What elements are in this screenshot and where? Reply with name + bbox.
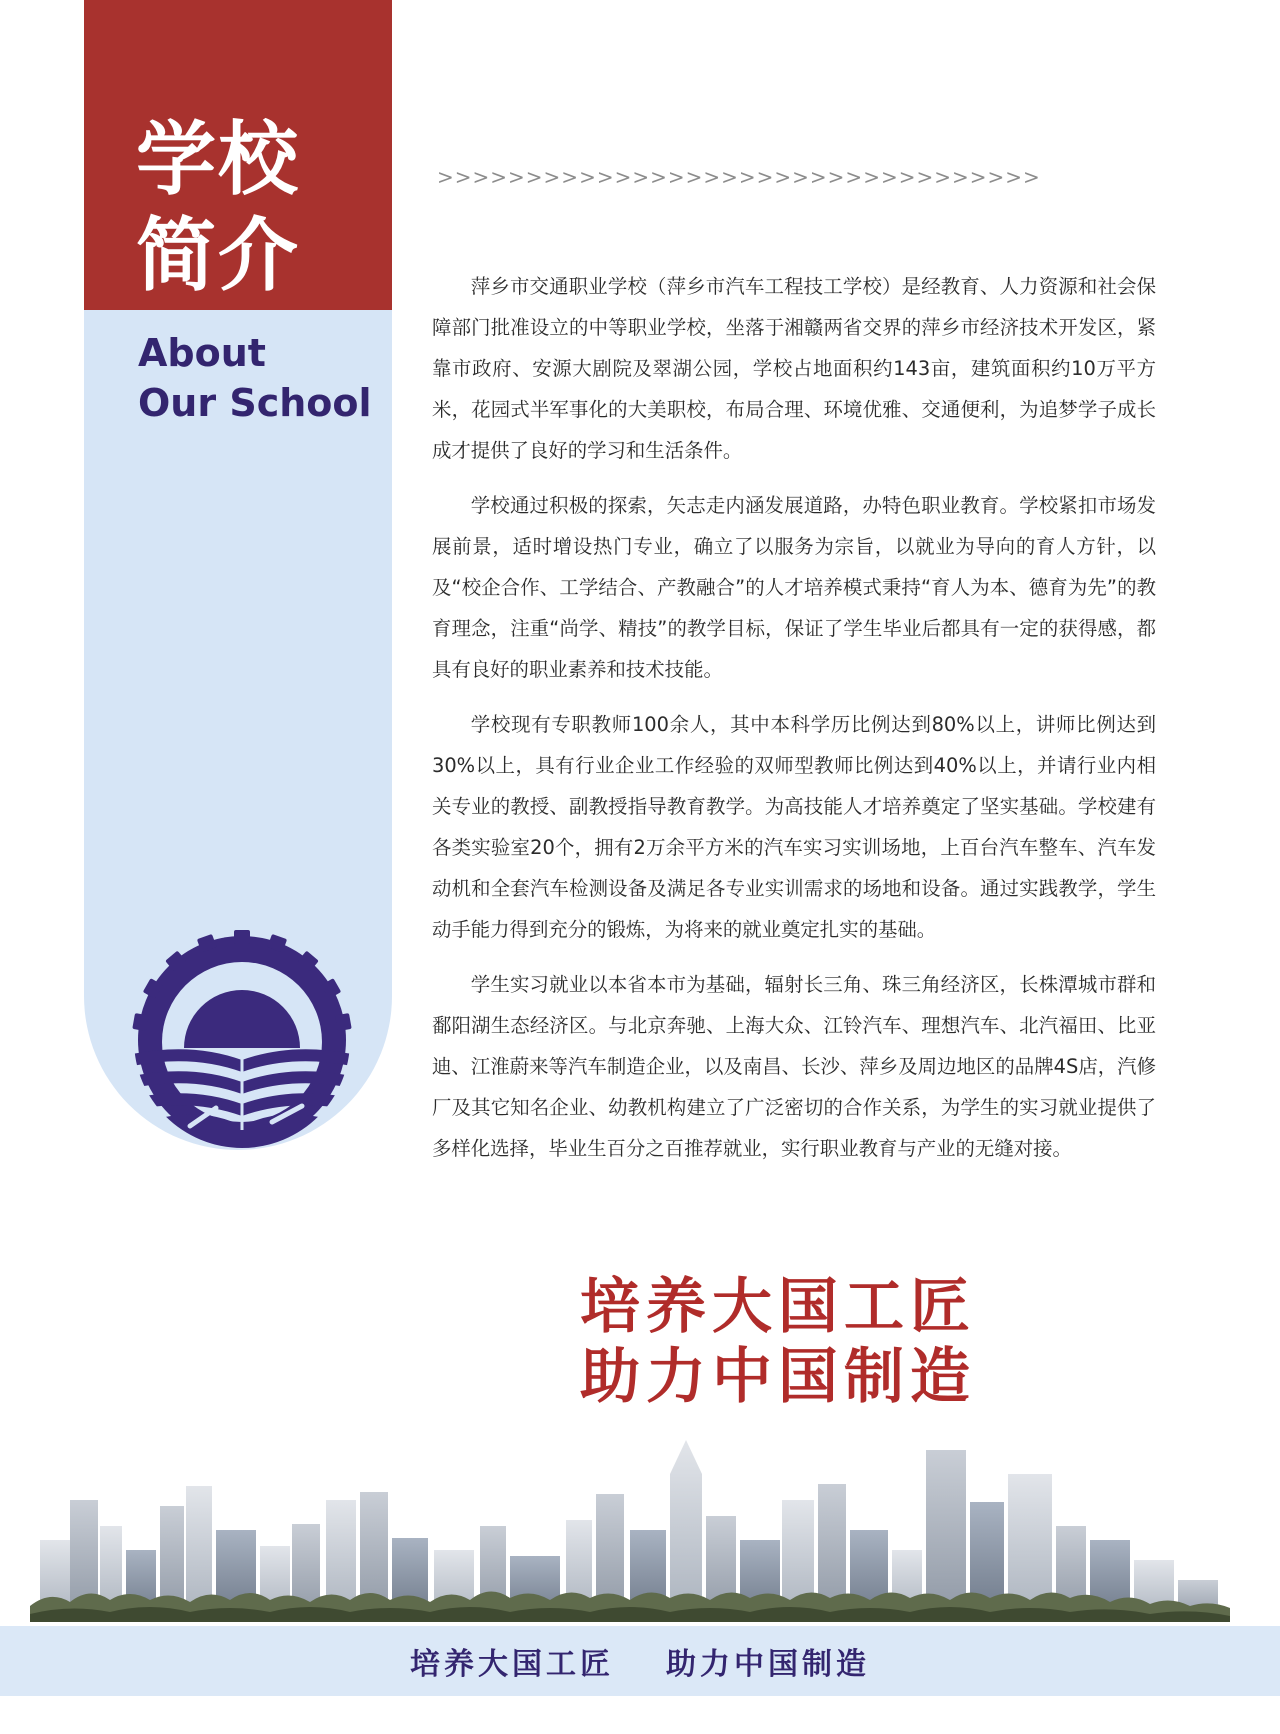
slogan-line2: 助力中国制造: [580, 1342, 976, 1412]
left-column: [84, 0, 392, 1150]
page-title-line2: 简介: [136, 209, 300, 302]
intro-text: [432, 266, 1156, 1183]
intro-paragraph-2: 学校通过积极的探索，矢志走内涵发展道路，办特色职业教育。学校紧扣市场发展前景，适时增设热门专业，确立了以服务为宗旨，以就业为导向的育人方针，以及“校企合作、工学结合、产教融合”的人才培养模式秉持“育人为本、德育为先”的教育理念，注重“尚学、精技”的教学目标，保证了学生毕业后都具有一定的获得感，都具有良好的职业素养和技术技能。: [432, 494, 1156, 681]
page-title-english: [138, 328, 372, 428]
slogan: [580, 1272, 976, 1412]
city-skyline-illustration: [30, 1430, 1230, 1622]
slogan-line1: 培养大国工匠: [580, 1272, 976, 1342]
school-emblem-icon: [132, 930, 352, 1150]
page-title-line1: 学校: [136, 113, 300, 206]
footer-slogan: [0, 1626, 1280, 1696]
chevron-divider: >>>>>>>>>>>>>>>>>>>>>>>>>>>>>>>>>>: [437, 165, 1041, 189]
footer-band: [0, 1626, 1280, 1696]
page-title-chinese: [136, 112, 300, 304]
intro-paragraph-4: 学生实习就业以本省本市为基础，辐射长三角、珠三角经济区，长株潭城市群和鄱阳湖生态经济区。与北京奔驰、上海大众、江铃汽车、理想汽车、北汽福田、比亚迪、江淮蔚来等汽车制造企业，以及南昌、长沙、萍乡及周边地区的品牌4S店，汽修厂及其它知名企业、幼教机构建立了广泛密切的合作关系，为学生的实习就业提供了多样化选择，毕业生百分之百推荐就业，实行职业教育与产业的无缝对接。: [432, 973, 1156, 1160]
page-subtitle-line2: Our School: [138, 381, 372, 425]
footer-slogan-part2: 助力中国制造: [666, 1647, 870, 1682]
intro-paragraph-1: 萍乡市交通职业学校（萍乡市汽车工程技工学校）是经教育、人力资源和社会保障部门批准设立的中等职业学校，坐落于湘赣两省交界的萍乡市经济技术开发区，紧靠市政府、安源大剧院及翠湖公园，学校占地面积约143亩，建筑面积约10万平方米，花园式半军事化的大美职校，布局合理、环境优雅、交通便利，为追梦学子成长成才提供了良好的学习和生活条件。: [432, 275, 1156, 462]
footer-slogan-part1: 培养大国工匠: [410, 1647, 614, 1682]
page-subtitle-line1: About: [138, 331, 266, 375]
intro-paragraph-3: 学校现有专职教师100余人，其中本科学历比例达到80%以上，讲师比例达到30%以上，具有行业企业工作经验的双师型教师比例达到40%以上，并请行业内相关专业的教授、副教授指导教育教学。为高技能人才培养奠定了坚实基础。学校建有各类实验室20个，拥有2万余平方米的汽车实习实训场地，上百台汽车整车、汽车发动机和全套汽车检测设备及满足各专业实训需求的场地和设备。通过实践教学，学生动手能力得到充分的锻炼，为将来的就业奠定扎实的基础。: [432, 713, 1156, 941]
